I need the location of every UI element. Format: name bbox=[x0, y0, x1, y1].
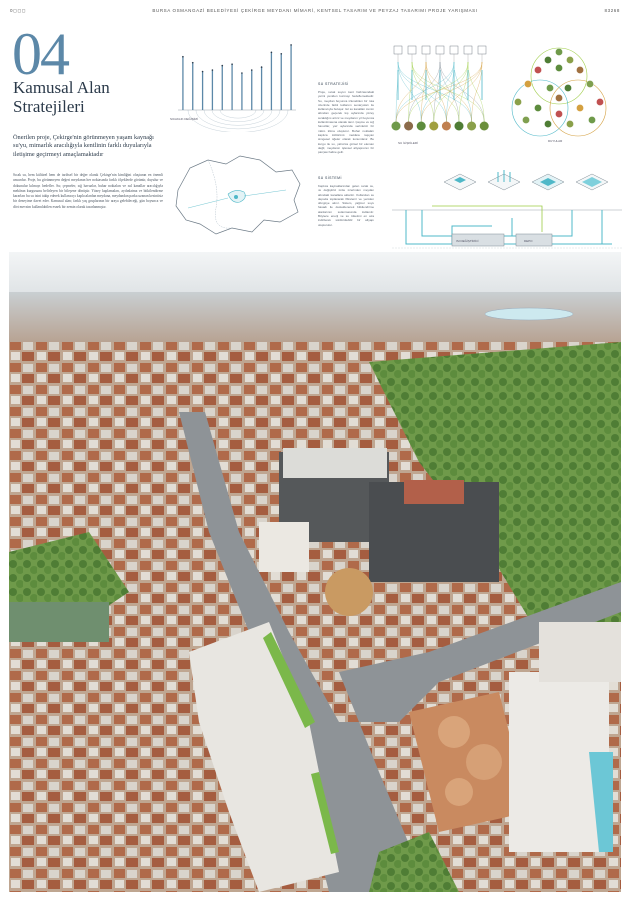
chart-bar-cap bbox=[231, 63, 233, 65]
chart-bar-cap bbox=[251, 69, 253, 71]
plant-icon bbox=[555, 64, 562, 71]
plant-icons bbox=[514, 48, 603, 127]
site-map bbox=[168, 150, 308, 240]
tank-box bbox=[516, 234, 552, 246]
relation-box bbox=[464, 46, 472, 54]
dome-3 bbox=[445, 778, 473, 806]
iso-step-1 bbox=[444, 174, 476, 190]
relation-top-boxes bbox=[394, 46, 486, 62]
relation-icon bbox=[442, 122, 451, 131]
chart-label: SICAKLIK DEĞİŞİMİ bbox=[170, 117, 198, 121]
relation-caption: SU İLİŞKİLERİ bbox=[398, 141, 418, 145]
plant-icon bbox=[596, 98, 603, 105]
plant-icon bbox=[524, 80, 531, 87]
section-number: 04 bbox=[12, 21, 68, 87]
plant-icon bbox=[534, 104, 541, 111]
chart-bar-cap bbox=[202, 71, 204, 73]
relation-lines bbox=[396, 62, 484, 122]
section-title-line2: Stratejileri bbox=[13, 97, 85, 116]
right-building bbox=[539, 622, 621, 682]
plant-icon bbox=[555, 94, 562, 101]
water-system-diagram bbox=[392, 196, 622, 254]
iso-step-3 bbox=[532, 174, 564, 190]
relation-box bbox=[422, 46, 430, 54]
chart-bar-cap bbox=[271, 51, 273, 53]
relation-icon bbox=[480, 122, 489, 131]
relation-line bbox=[440, 62, 459, 122]
plant-icon bbox=[566, 120, 573, 127]
plant-icon bbox=[544, 56, 551, 63]
aerial-rendering bbox=[9, 252, 621, 892]
strategy-heading: SU STRATEJİSİ bbox=[318, 82, 349, 86]
hotel-block-1-roof bbox=[283, 448, 387, 478]
section-title bbox=[13, 78, 163, 116]
chart-bar-cap bbox=[221, 65, 223, 67]
relation-icon bbox=[404, 122, 413, 131]
section-title-line1: Kamusal Alan bbox=[13, 78, 110, 97]
relation-box bbox=[394, 46, 402, 54]
plant-icon bbox=[564, 84, 571, 91]
senses-diagram bbox=[498, 38, 620, 146]
mid-building bbox=[259, 522, 309, 572]
chart-arc bbox=[204, 110, 272, 125]
competition-title: BURSA OSMANGAZİ BELEDİYESİ ÇEKİRGE MEYDANI MİMARİ, KENTSEL TASARIM VE PEYZAJ TASARIMI PROJE YARIŞMASI bbox=[152, 8, 478, 13]
relation-line bbox=[396, 62, 454, 122]
hotel-block-2-roof bbox=[404, 480, 464, 504]
water-pipe-network bbox=[406, 210, 612, 244]
relation-line bbox=[396, 62, 482, 122]
relationship-diagram bbox=[390, 40, 494, 150]
green-roof-building bbox=[9, 602, 109, 642]
plant-icon bbox=[555, 48, 562, 55]
relation-icon bbox=[429, 122, 438, 131]
relation-icons bbox=[392, 122, 489, 131]
chart-bar-cap bbox=[212, 69, 214, 71]
plant-icon bbox=[546, 84, 553, 91]
chart-bar-cap bbox=[241, 72, 243, 74]
relation-icon bbox=[417, 122, 426, 131]
page-header bbox=[0, 4, 630, 18]
entry-code: 83268 bbox=[604, 8, 620, 13]
chart-arc bbox=[212, 110, 264, 122]
strategy-text: Proje, sıcak suyun kent hafızasındaki yerini yeniden kurmayı hedeflemektedir. Su, meydan boyunca izlenebilen bir rota üzerinde farklı kullanım senaryoları ile kullanıcıyla buluşur. Isıl su kanalları zemin altından geçerek kış aylarında yüzey sıcaklığını artırır ve meydanın yıl boyunca kullanılmasına olanak tanır. Çeşme ve sığ havuzlar, yaz aylarında serinletici bir mikro klima oluşturur. Buhar noktaları kaplıca kültürünü mekâna taşıyan simgesel öğeler olarak konumlanır. Bu kurgu ile su, yalnızca görsel bir eleman değil, meydanın işlevsel altyapısının bir parçası haline gelir. bbox=[318, 90, 374, 155]
system-text: Kaplıca kaynaklarından gelen sıcak su, ısı değiştirici ünite üzerinden meydan altındaki kanallara aktarılır. Kullanılan su depoda toplanarak filtrelenir ve yeniden döngüye alınır. Sistem, yağmur suyu hasadı ile desteklenerek bitkilendirme alanlarının sulanmasında kullanılır. Böylece enerji ve su tüketimi en aza indirilerek sürdürülebilir bir altyapı oluşturulur. bbox=[318, 184, 374, 227]
plant-icon bbox=[566, 56, 573, 63]
relation-line bbox=[454, 62, 472, 122]
plant-icon bbox=[522, 116, 529, 123]
senses-caption: DUYULAR bbox=[548, 139, 563, 143]
chart-bar-cap bbox=[280, 53, 282, 55]
temperature-chart bbox=[168, 32, 300, 132]
plant-icon bbox=[588, 116, 595, 123]
site-marker bbox=[234, 195, 238, 199]
plant-icon bbox=[576, 66, 583, 73]
relation-icon bbox=[455, 122, 464, 131]
chart-bar-cap bbox=[182, 56, 184, 58]
chart-bar-cap bbox=[192, 62, 194, 64]
relation-box bbox=[436, 46, 444, 54]
plant-icon bbox=[514, 98, 521, 105]
system-heading: SU SİSTEMİ bbox=[318, 176, 342, 180]
plant-icon bbox=[576, 104, 583, 111]
chart-bars bbox=[182, 44, 292, 110]
relation-icon bbox=[467, 122, 476, 131]
chart-bar-cap bbox=[290, 44, 292, 46]
plant-icon bbox=[586, 80, 593, 87]
plant-icon bbox=[544, 120, 551, 127]
iso-step-2 bbox=[488, 170, 520, 190]
chart-arcs bbox=[178, 110, 296, 132]
heat-exchanger-label: ISI DEĞİŞTİRİCİ bbox=[456, 239, 479, 243]
relation-icon bbox=[392, 122, 401, 131]
plant-icon bbox=[555, 110, 562, 117]
iso-step-4 bbox=[576, 174, 608, 190]
chart-arc bbox=[220, 110, 256, 118]
lead-paragraph: Önerilen proje, Çekirge'nin görünmeyen yaşam kaynağı su'yu, mimarlık aracılığıyla kentlinin farklı duyularıyla iletişime geçirmeyi amaçlamaktadır bbox=[13, 134, 154, 158]
stadium bbox=[485, 308, 573, 320]
iso-diagrams bbox=[440, 160, 620, 200]
chart-arc bbox=[188, 110, 288, 132]
relation-box bbox=[408, 46, 416, 54]
tank-label: DEPO bbox=[524, 239, 533, 243]
dome-2 bbox=[466, 744, 502, 780]
chart-bar-cap bbox=[261, 66, 263, 68]
pavilion bbox=[325, 568, 373, 616]
relation-box bbox=[450, 46, 458, 54]
chart-arc bbox=[196, 110, 280, 129]
body-paragraph: Sıcak su, hem kültürel hem de tarihsel bir değer olarak Çekirge'nin kimliğini oluşturan en önemli unsurdur. Proje, bu görünmeyen değeri meydanın her noktasında farklı ölçeklerde görünür, duyulur ve dokunulur kılmayı hedefler. Su; çeşmeler, sığ havuzlar, buhar noktaları ve ısıl kanallar aracılığıyla mekânın kurgusunu belirleyen bir bileşene dönüşür. Yüzey kaplamaları, aydınlatma ve bitkilendirme kararları bu su izini takip ederek kullanıcıyı kaplıcalardan meydana, meydandan parka uzanan kesintisiz bir deneyime davet eder. Kamusal alan; farklı yaş gruplarının bir araya gelebileceği, gün boyunca ve dört mevsim kullanılabilen esnek bir zemin olarak tasarlanmıştır. bbox=[13, 173, 163, 209]
dome-1 bbox=[438, 716, 470, 748]
plant-icon bbox=[534, 66, 541, 73]
competition-logo: 0◻◻◻ bbox=[10, 8, 27, 13]
relation-box bbox=[478, 46, 486, 54]
